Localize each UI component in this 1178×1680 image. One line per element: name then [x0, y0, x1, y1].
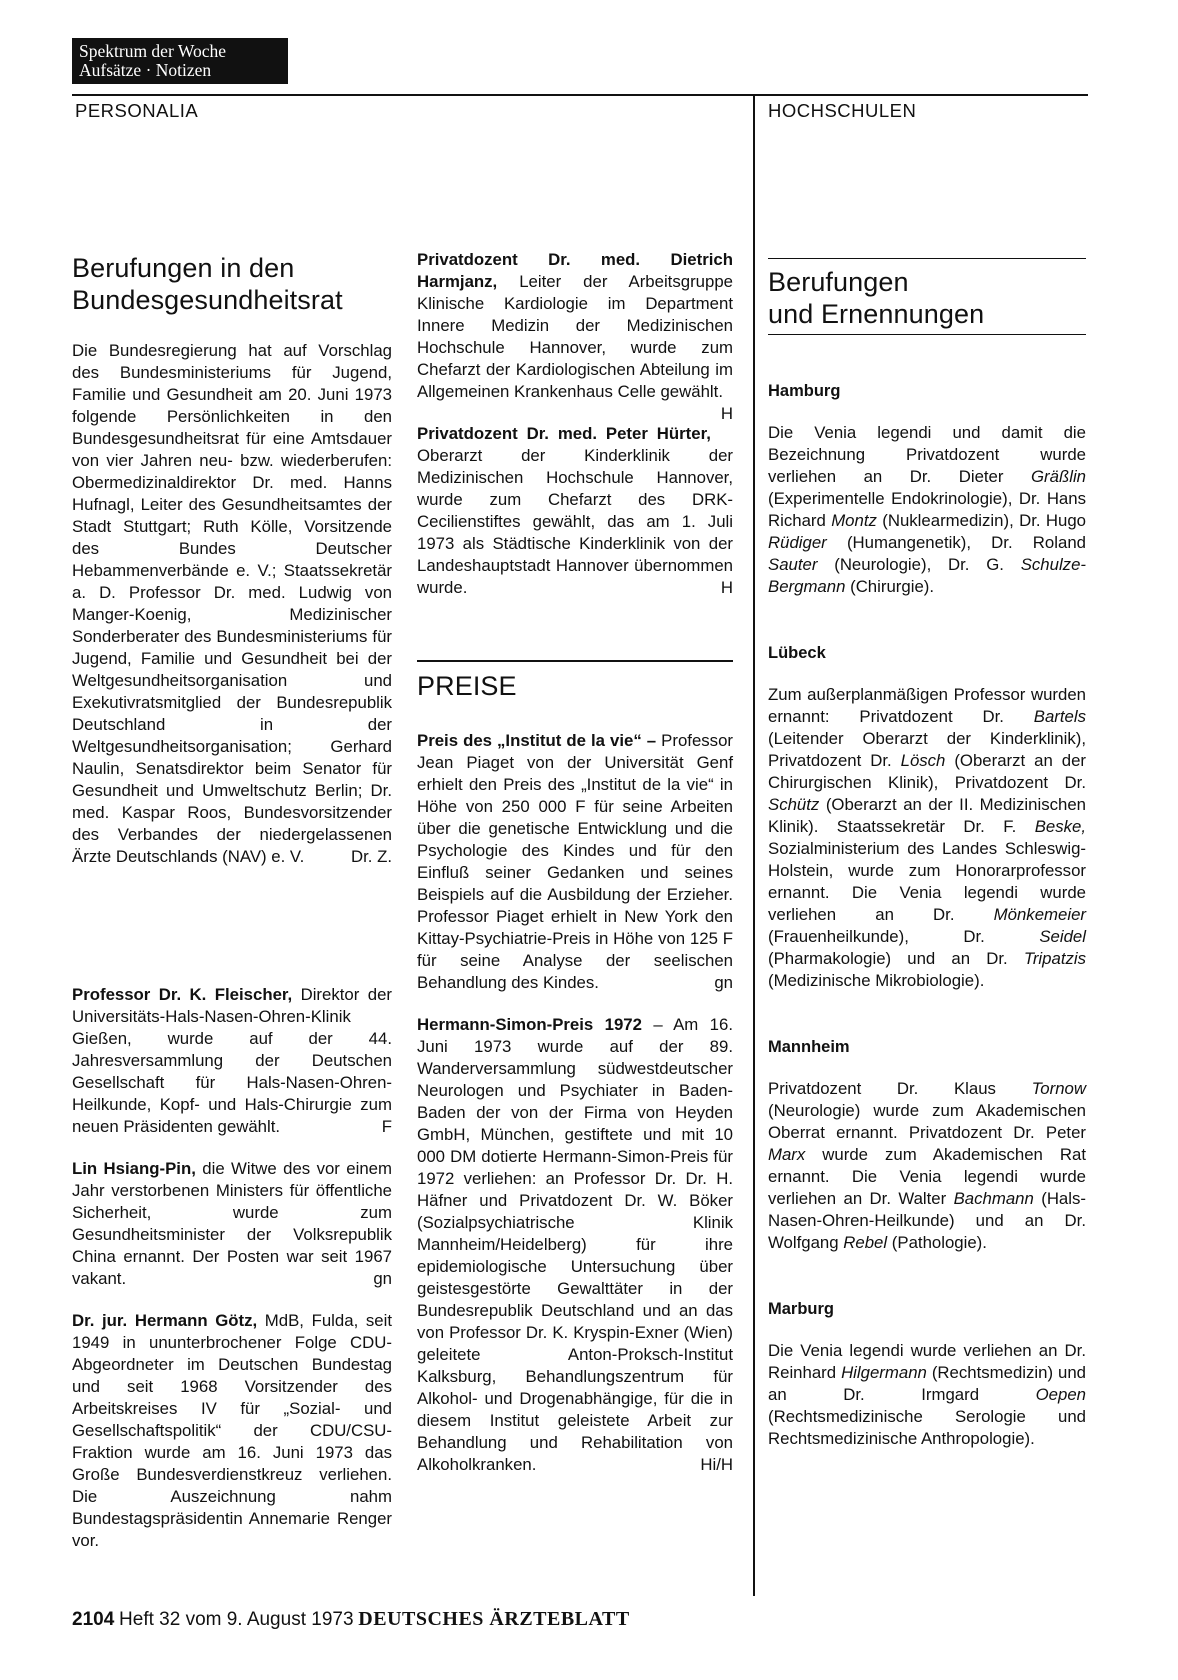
prize-hermann-simon: Hermann-Simon-Preis 1972 – Am 16. Juni 1973 wurde auf der 89. Wanderversammlung südwestdeutscher Neurologen und Psychiater in Baden-Baden der von der Firma von Heyden GmbH, München, gestiftete und mit 10 000 DM dotierte Hermann-Simon-Preis für 1972 verliehen: an Professor Dr. Dr. H. Häfner und Privatdozent Dr. W. Böker (Sozialpsychiatrische Klinik Mannheim/Heidelberg) für ihre epidemiologische Untersuchung über geistesgestörte Gewalttäter in der Bundesrepublik Deutschland und an das von Professor Dr. K. Kryspin-Exner (Wien) geleitete Anton-Proksch-Institut Kalksburg, Behandlungszentrum für Alkohol- und Drogenabhängige, für die in diesem Institut geleistete Arbeit zur Behandlung und Rehabilitation von Alkoholkranken. Hi/H	[417, 1015, 733, 1474]
page-footer	[72, 1608, 630, 1631]
notice-harmjanz: Privatdozent Dr. med. Dietrich Harmjanz, Leiter der Arbeitsgruppe Klinische Kardiologie im Department Innere Medizin der Medizinischen Hochschule Hannover, wurde zum Chefarzt der Kardiologischen Abteilung im Allgemeinen Krankenhaus Celle gewählt. H	[417, 250, 733, 423]
place-heading-luebeck: Lübeck	[768, 644, 826, 662]
column-2-preise	[417, 730, 733, 1476]
headline-line-2: und Ernennungen	[768, 299, 985, 329]
notice-name: Professor Dr. K. Fleischer,	[72, 985, 293, 1004]
column-1-text	[72, 340, 392, 868]
signature: gn	[373, 1269, 392, 1288]
section-personalia: PERSONALIA	[75, 100, 199, 121]
signature: H	[720, 578, 733, 597]
column-1-notices	[72, 984, 392, 1552]
col3-headline	[768, 266, 1086, 330]
headline-line-1: Berufungen in den	[72, 253, 295, 283]
headline-line-1: Berufungen	[768, 267, 909, 297]
headline-bundesgesundheitsrat	[72, 252, 392, 316]
prize-name: Preis des „Institut de la vie“ –	[417, 731, 657, 750]
column-2-notices	[417, 249, 733, 599]
notice-huerter: Privatdozent Dr. med. Peter Hürter, Oberarzt der Kinderklinik der Medizinischen Hochschule Hannover, wurde zum Chefarzt des DRK-Cecilienstiftes gewählt, das am 1. Juli 1973 als Städtische Kinderklinik von der Landeshauptstadt Hannover übernommen wurde. H	[417, 424, 733, 597]
entry-luebeck: Zum außerplanmäßigen Professor wurden ernannt: Privatdozent Dr. Bartels (Leitender Oberarzt der Kinderklinik), Privatdozent Dr. Lösch (Oberarzt an der Chirurgischen Klinik), Privatdozent Dr. Schütz (Oberarzt an der II. Medizinischen Klinik). Staatssekretär Dr. F. Beske, Sozialministerium des Landes Schleswig-Holstein, wurde zum Honorarprofessor ernannt. Die Venia legendi wurde verliehen an Dr. Mönkemeier (Frauenheilkunde), Dr. Seidel (Pharmakologie) und an Dr. Tripatzis (Medizinische Mikrobiologie).	[768, 685, 1086, 990]
notice-name: Lin Hsiang-Pin,	[72, 1159, 196, 1178]
place-heading-hamburg: Hamburg	[768, 382, 841, 400]
page-number: 2104	[72, 1609, 115, 1630]
notice-name: Privatdozent Dr. med. Peter Hürter,	[417, 424, 711, 443]
column-3-text	[768, 380, 1086, 1450]
top-rule	[72, 94, 1088, 96]
issue-info: Heft 32 vom 9. August 1973	[119, 1609, 354, 1630]
prize-name: Hermann-Simon-Preis 1972	[417, 1015, 642, 1034]
notice-fleischer: Professor Dr. K. Fleischer, Direktor der Universitäts-Hals-Nasen-Ohren-Klinik Gießen, wurde auf der 44. Jahresversammlung der Deutschen Gesellschaft für Hals-Nasen-Ohren-Heilkunde, Kopf- und Hals-Chirurgie zum neuen Präsidenten gewählt. F	[72, 985, 392, 1136]
journal-name: DEUTSCHES ÄRZTEBLATT	[358, 1608, 630, 1630]
notice-name: Privatdozent Dr. med. Dietrich Harmjanz,	[417, 250, 733, 291]
place-heading-mannheim: Mannheim	[768, 1038, 850, 1056]
headline-berufungen-ernennungen	[768, 266, 1086, 330]
prize-institut-de-la-vie: Preis des „Institut de la vie“ – Professor Jean Piaget von der Universität Genf erhielt den Preis des „Institut de la vie“ in Höhe von 250 000 F für seine Arbeiten über die genetische Entwicklung und die Psychologie des Kindes und für den Einfluß seiner Gedanken und seines Beispiels auf die Ausbildung der Erzieher. Professor Piaget erhielt in New York den Kittay-Psychiatrie-Preis in Höhe von 125 F für seine Analyse der seelischen Behandlung des Kindes. gn	[417, 731, 733, 992]
col3-headline-top-rule	[768, 258, 1086, 259]
headline-line-2: Bundesgesundheitsrat	[72, 285, 343, 315]
notice-goetz: Dr. jur. Hermann Götz, MdB, Fulda, seit 1949 in ununterbrochener Folge CDU-Abgeordneter im Deutschen Bundestag und seit 1968 Vorsitzender des Arbeitskreises IV für „Sozial- und Gesellschaftspolitik“ der CDU/CSU-Fraktion wurde am 16. Juni 1973 das Große Bundesverdienstkreuz verliehen. Die Auszeichnung nahm Bundestagspräsidentin Annemarie Renger vor.	[72, 1311, 392, 1550]
signature: H	[720, 404, 733, 423]
section-hochschulen: HOCHSCHULEN	[768, 100, 917, 121]
notice-name: Dr. jur. Hermann Götz,	[72, 1311, 258, 1330]
masthead-line1: Spektrum der Woche	[79, 41, 226, 61]
preise-rule	[417, 660, 733, 662]
preise-heading: PREISE	[417, 671, 517, 701]
masthead-badge	[72, 38, 288, 84]
article-bundesgesundheitsrat: Die Bundesregierung hat auf Vorschlag des Bundesministeriums für Jugend, Familie und Gesundheit am 20. Juni 1973 folgende Persönlichkeiten in den Bundesgesundheitsrat für eine Amtsdauer von vier Jahren neu- bzw. wiederberufen: Obermedizinaldirektor Dr. med. Hanns Hufnagl, Leiter des Gesundheitsamtes der Stadt Stuttgart; Ruth Kölle, Vorsitzende des Bundes Deutscher Hebammenverbände e. V.; Staatssekretär a. D. Professor Dr. med. Ludwig von Manger-Koenig, Medizinischer Sonderberater des Bundesministeriums für Jugend, Familie und Gesundheit bei der Weltgesundheitsorganisation und Exekutivratsmitglied der Bundesrepublik Deutschland in der Weltgesundheitsorganisation; Gerhard Naulin, Senatsdirektor beim Senator für Gesundheit und Umweltschutz Berlin; Dr. med. Kaspar Roos, Bundesvorsitzender des Verbandes der niedergelassenen Ärzte Deutschlands (NAV) e. V. Dr. Z.	[72, 341, 392, 866]
masthead-line2: Aufsätze · Notizen	[79, 60, 212, 80]
entry-hamburg: Die Venia legendi und damit die Bezeichnung Privatdozent wurde verliehen an Dr. Dieter Gräßlin (Experimentelle Endokrinologie), Dr. Hans Richard Montz (Nuklearmedizin), Dr. Hugo Rüdiger (Humangenetik), Dr. Roland Sauter (Neurologie), Dr. G. Schulze-Bergmann (Chirurgie).	[768, 423, 1086, 596]
column-1	[72, 252, 392, 316]
signature: Dr. Z.	[350, 847, 392, 866]
signature: gn	[714, 973, 733, 992]
signature: Hi/H	[700, 1455, 733, 1474]
place-heading-marburg: Marburg	[768, 1300, 834, 1318]
entry-mannheim: Privatdozent Dr. Klaus Tornow (Neurologie) wurde zum Akademischen Oberrat ernannt. Privatdozent Dr. Peter Marx wurde zum Akademischen Rat ernannt. Die Venia legendi wurde verliehen an Dr. Walter Bachmann (Hals-Nasen-Ohren-Heilkunde) und an Dr. Wolfgang Rebel (Pathologie).	[768, 1079, 1086, 1252]
signature: F	[381, 1117, 392, 1136]
notice-lin-hsiang-pin: Lin Hsiang-Pin, die Witwe des vor einem Jahr verstorbenen Ministers für öffentliche Sicherheit, wurde zum Gesundheitsminister der Volksrepublik China ernannt. Der Posten war seit 1967 vakant. gn	[72, 1159, 392, 1288]
col3-headline-bottom-rule	[768, 334, 1086, 335]
entry-marburg: Die Venia legendi wurde verliehen an Dr. Reinhard Hilgermann (Rechtsmedizin) und an Dr. Irmgard Oepen (Rechtsmedizinische Serologie und Rechtsmedizinische Anthropologie).	[768, 1341, 1087, 1448]
column-divider-right	[753, 94, 755, 1596]
